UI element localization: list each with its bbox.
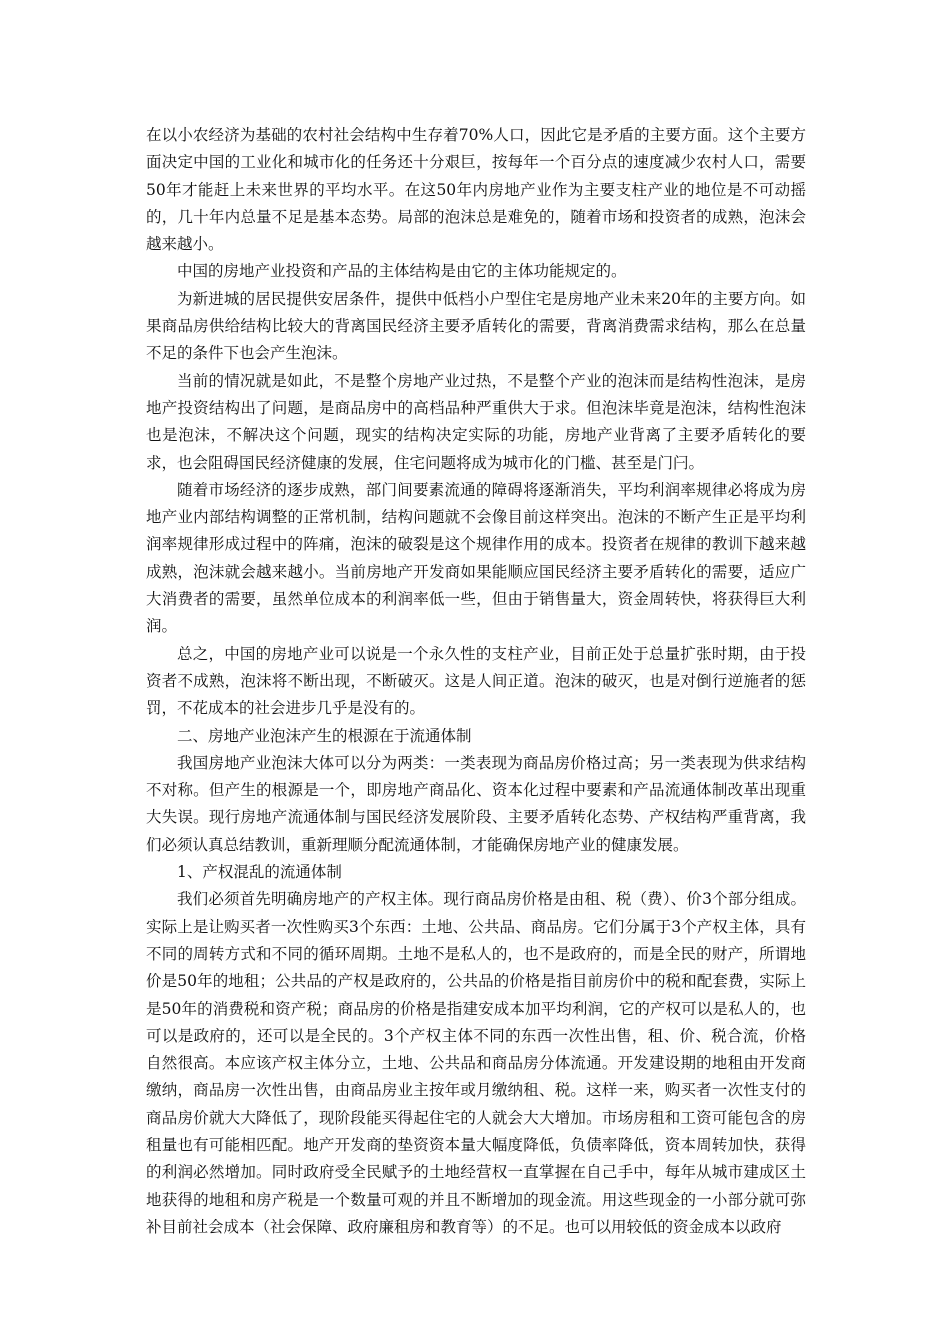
paragraph-1: 在以小农经济为基础的农村社会结构中生存着70%人口，因此它是矛盾的主要方面。这个主要方面决定中国的工业化和城市化的任务还十分艰巨，按每年一个百分点的速度减少农村人口，需要50年才能赶上未来世界的平均水平。在这50年内房地产业作为主要支柱产业的地位是不可动摇的，几十年内总量不足是基本态势。局部的泡沫总是难免的，随着市场和投资者的成熟，泡沫会越来越小。 — [146, 126, 806, 254]
section-heading: 二、房地产业泡沫产生的根源在于流通体制 — [177, 726, 472, 745]
paragraph-5: 随着市场经济的逐步成熟，部门间要素流通的障碍将逐渐消失，平均利润率规律必将成为房地产业内部结构调整的正常机制，结构问题就不会像目前这样突出。泡沫的不断产生正是平均利润率规律形成过程中的阵痛，泡沫的破裂是这个规律作用的成本。投资者在规律的教训下越来越成熟，泡沫就会越来越小。当前房地产开发商如果能顺应国民经济主要矛盾转化的需要，适应广大消费者的需要，虽然单位成本的利润率低一些，但由于销售量大，资金周转快，将获得巨大利润。 — [146, 480, 806, 636]
paragraph-4: 当前的情况就是如此，不是整个房地产业过热，不是整个产业的泡沫而是结构性泡沫，是房地产投资结构出了问题，是商品房中的高档品种严重供大于求。但泡沫毕竟是泡沫，结构性泡沫也是泡沫，不解决这个问题，现实的结构决定实际的功能，房地产业背离了主要矛盾转化的要求，也会阻碍国民经济健康的发展，住宅问题将成为城市化的门槛、甚至是门闩。 — [146, 371, 806, 472]
paragraph-6: 总之，中国的房地产业可以说是一个永久性的支柱产业，目前正处于总量扩张时期，由于投资者不成熟，泡沫将不断出现，不断破灭。这是人间正道。泡沫的破灭，也是对倒行逆施者的惩罚，不花成本的社会进步几乎是没有的。 — [146, 644, 806, 718]
paragraph-7: 我国房地产业泡沫大体可以分为两类：一类表现为商品房价格过高；另一类表现为供求结构不对称。但产生的根源是一个，即房地产商品化、资本化过程中要素和产品流通体制改革出现重大失误。现行房地产流通体制与国民经济发展阶段、主要矛盾转化态势、产权结构严重背离，我们必须认真总结教训，重新理顺分配流通体制，才能确保房地产业的健康发展。 — [146, 753, 806, 854]
document-body — [146, 122, 806, 1241]
paragraph-2: 中国的房地产业投资和产品的主体结构是由它的主体功能规定的。 — [177, 262, 627, 281]
subsection-heading: 1、产权混乱的流通体制 — [177, 863, 342, 882]
paragraph-8: 我们必须首先明确房地产的产权主体。现行商品房价格是由租、税（费）、价3个部分组成。实际上是让购买者一次性购买3个东西：土地、公共品、商品房。它们分属于3个产权主体，具有不同的周转方式和不同的循环周期。土地不是私人的，也不是政府的，而是全民的财产，所谓地价是50年的地租；公共品的产权是政府的，公共品的价格是指目前房价中的税和配套费，实际上是50年的消费税和资产税；商品房的价格是指建安成本加平均利润，它的产权可以是私人的，也可以是政府的，还可以是全民的。3个产权主体不同的东西一次性出售，租、价、税合流，价格自然很高。本应该产权主体分立，土地、公共品和商品房分体流通。开发建设期的地租由开发商缴纳，商品房一次性出售，由商品房业主按年或月缴纳租、税。这样一来，购买者一次性支付的商品房价就大大降低了，现阶段能买得起住宅的人就会大大增加。市场房租和工资可能包含的房租量也有可能相匹配。地产开发商的垫资资本量大幅度降低，负债率降低，资本周转加快，获得的利润必然增加。同时政府受全民赋予的土地经营权一直掌握在自己手中，每年从城市建成区土地获得的地租和房产税是一个数量可观的并且不断增加的现金流。用这些现金的一小部分就可弥补目前社会成本（社会保障、政府廉租房和教育等）的不足。也可以用较低的资金成本以政府 — [146, 890, 806, 1236]
paragraph-3: 为新进城的居民提供安居条件，提供中低档小户型住宅是房地产业未来20年的主要方向。如果商品房供给结构比较大的背离国民经济主要矛盾转化的需要，背离消费需求结构，那么在总量不足的条件下也会产生泡沫。 — [146, 289, 806, 363]
